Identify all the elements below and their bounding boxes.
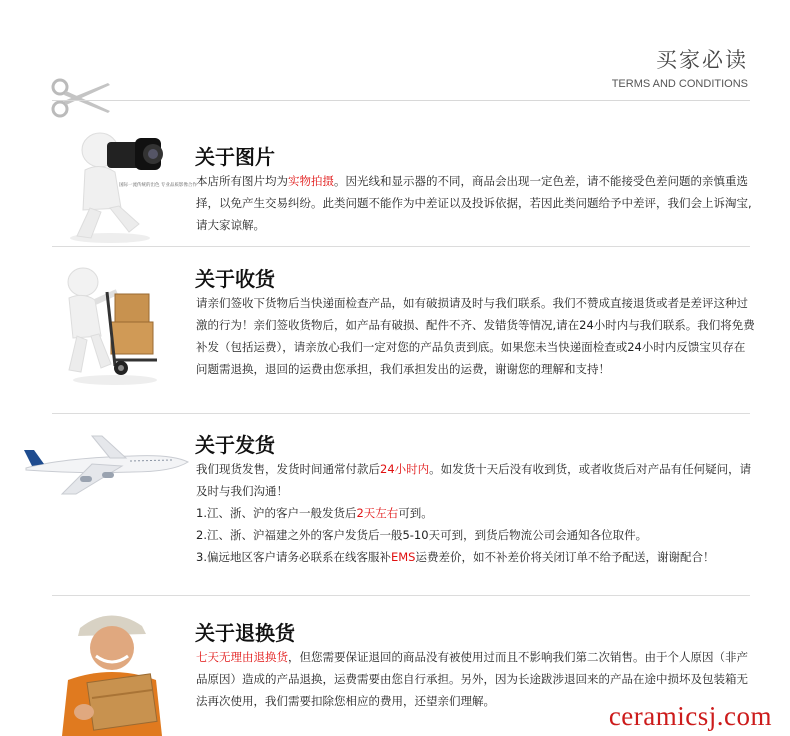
section-title: 关于图片 bbox=[195, 145, 275, 169]
hand-truck-illustration bbox=[55, 262, 170, 387]
section-body bbox=[196, 458, 756, 568]
body-text: 。因光线和显示器的不同，商品会出现一定色差，请不能接受色差问题的亲慎重选择，以免产生交易纠纷。此类问题不能作为中差证以及投诉依据，若因此类问题给予中差评，我们会上诉淘宝,请大家谅解。 bbox=[196, 174, 752, 232]
watermark: ceramicsj.com bbox=[608, 701, 772, 731]
section-paragraph bbox=[196, 546, 756, 568]
section-paragraph bbox=[196, 524, 756, 546]
section-paragraph bbox=[196, 292, 756, 380]
airplane-illustration bbox=[22, 428, 192, 498]
body-text: 。如发货十天后没有收到货，或者收货后对产品有任何疑问，请及时与我们沟通！ bbox=[196, 462, 752, 498]
body-text: 可到。 bbox=[398, 506, 433, 520]
section-divider bbox=[52, 246, 750, 247]
body-text: 2.江、浙、沪福建之外的客户发货后一般5-10天可到，到货后物流公司会通知各位取件。 bbox=[196, 528, 648, 542]
section-paragraph bbox=[196, 458, 756, 502]
header-subtitle: TERMS AND CONDITIONS bbox=[611, 78, 748, 90]
section-divider bbox=[52, 413, 750, 414]
delivery-man-illustration bbox=[50, 602, 182, 736]
section-paragraph bbox=[196, 170, 756, 236]
section-body bbox=[196, 292, 756, 380]
highlight-text: 2天左右 bbox=[356, 506, 399, 520]
highlight-text: 24小时内 bbox=[380, 462, 430, 476]
body-text: ，但您需要保证退回的商品没有被使用过而且不影响我们第二次销售。由于个人原因（非产品原因）造成的产品退换，运费需要由您自行承担。另外，因为长途跋涉退回来的产品在途中损坏及包装箱无法再次使用，我们需要扣除您相应的费用，还望亲们理解。 bbox=[196, 650, 748, 708]
body-text: 请亲们签收下货物后当快递面检查产品，如有破损请及时与我们联系。我们不赞成直接退货或者是差评这种过激的行为！亲们签收货物后，如产品有破损、配件不齐、发错货等情况,请在24小时内与我们联系。我们将免费补发（包括运费），请亲放心我们一定对您的产品负责到底。如果您未当快递面检查或24小时内反馈宝贝存在问题需退换，退回的运费由您承担，我们承担发出的运费，谢谢您的理解和支持！ bbox=[196, 296, 755, 376]
body-text: 运费差价，如不补差价将关闭订单不给予配送，谢谢配合！ bbox=[415, 550, 715, 564]
highlight-text: 实物拍摄 bbox=[288, 174, 334, 188]
body-text: 我们现货发售，发货时间通常付款后 bbox=[196, 462, 380, 476]
section-title: 关于发货 bbox=[195, 433, 275, 457]
body-text: 1.江、浙、沪的客户一般发货后 bbox=[196, 506, 357, 520]
scissors-icon bbox=[50, 77, 114, 119]
section-divider bbox=[52, 595, 750, 596]
photographer-illustration bbox=[55, 120, 197, 245]
section-title: 关于收货 bbox=[195, 267, 275, 291]
body-text: 3.偏远地区客户请务必联系在线客服补 bbox=[196, 550, 391, 564]
body-text: 本店所有图片均为 bbox=[196, 174, 288, 188]
header-divider bbox=[52, 100, 750, 101]
section-title: 关于退换货 bbox=[195, 621, 295, 645]
photo-caption: 国际一流传统的出色 专业品质影像合作 bbox=[119, 183, 197, 188]
highlight-text: 七天无理由退换货 bbox=[196, 650, 288, 664]
section-body bbox=[196, 170, 756, 236]
header-title: 买家必读 bbox=[656, 48, 748, 72]
section-paragraph bbox=[196, 502, 756, 524]
highlight-text: EMS bbox=[390, 550, 416, 564]
